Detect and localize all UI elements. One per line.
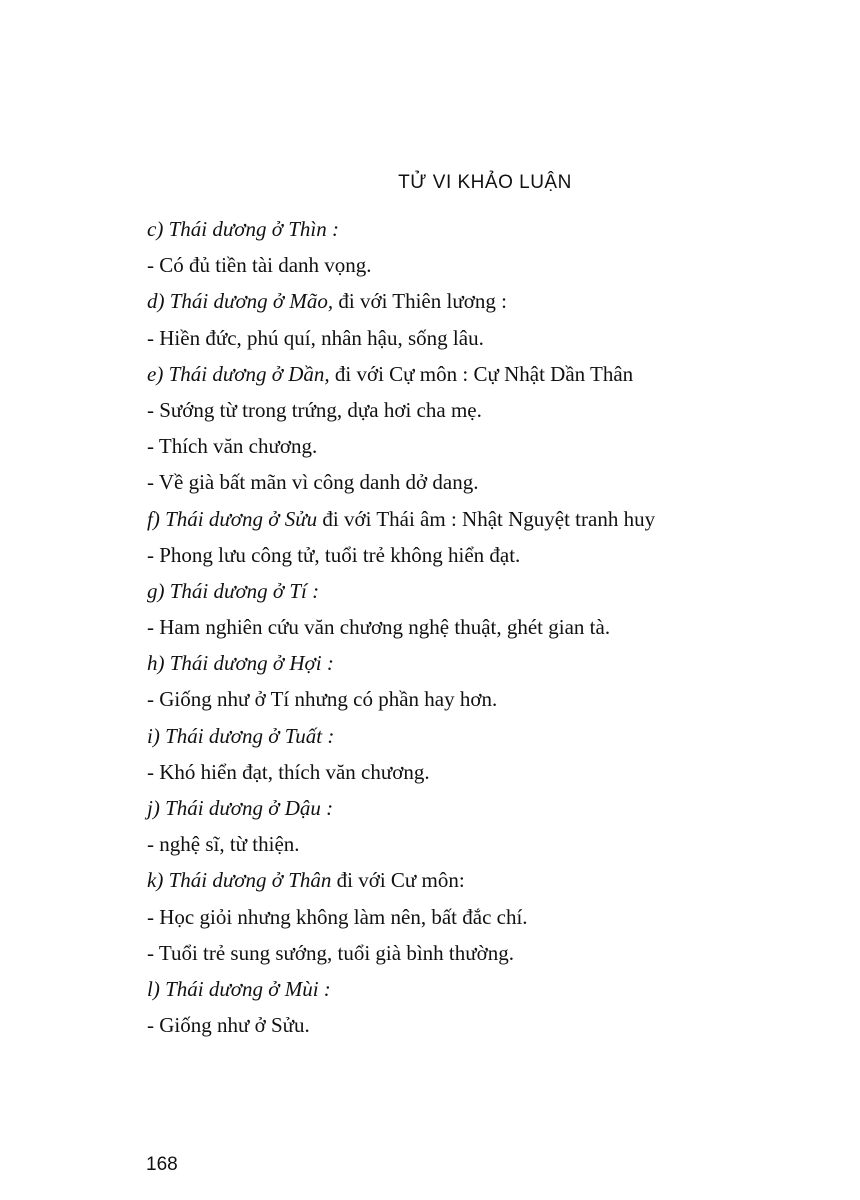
- text-line: [147, 790, 827, 826]
- line-text: - Có đủ tiền tài danh vọng.: [147, 253, 372, 278]
- section-heading: j) Thái dương ở Dậu :: [147, 796, 334, 820]
- line-text: - Hiền đức, phú quí, nhân hậu, sống lâu.: [147, 325, 484, 350]
- line-text: - Sướng từ trong trứng, dựa hơi cha mẹ.: [147, 397, 482, 422]
- text-line: [147, 283, 827, 319]
- text-line: [147, 428, 827, 464]
- line-text: - nghệ sĩ, từ thiện.: [147, 832, 300, 857]
- line-text: đi với Thiên lương :: [333, 289, 507, 314]
- text-line: [147, 320, 827, 356]
- text-line: [147, 862, 827, 898]
- line-text: - Giống như ở Sửu.: [147, 1013, 310, 1038]
- text-line: [147, 247, 827, 283]
- text-line: [147, 971, 827, 1007]
- line-text: đi với Cư môn:: [331, 868, 465, 893]
- page-body: [147, 211, 827, 1043]
- line-text: đi với Thái âm : Nhật Nguyệt tranh huy: [317, 506, 656, 531]
- text-line: [147, 392, 827, 428]
- line-text: - Tuổi trẻ sung sướng, tuổi già bình thường.: [147, 940, 514, 965]
- text-line: [147, 1007, 827, 1043]
- section-heading: k) Thái dương ở Thân: [147, 868, 332, 893]
- text-line: [147, 537, 827, 573]
- text-line: [147, 464, 827, 500]
- line-text: - Giống như ở Tí nhưng có phần hay hơn.: [147, 687, 498, 712]
- section-heading: e) Thái dương ở Dần,: [147, 361, 330, 386]
- running-header: TỬ VI KHẢO LUẬN: [398, 172, 572, 193]
- text-line: [147, 356, 827, 392]
- text-line: [147, 718, 827, 754]
- page-number: 168: [146, 1154, 178, 1175]
- line-text: - Về già bất mãn vì công danh dở dang.: [147, 470, 479, 495]
- section-heading: i) Thái dương ở Tuất :: [147, 723, 335, 748]
- text-line: [147, 754, 827, 790]
- section-heading: c) Thái dương ở Thìn :: [147, 217, 339, 241]
- line-text: đi với Cự môn : Cự Nhật Dần Thân: [329, 361, 634, 386]
- section-heading: f) Thái dương ở Sửu: [147, 506, 318, 531]
- text-line: [147, 826, 827, 862]
- text-line: [147, 899, 827, 935]
- line-text: - Khó hiển đạt, thích văn chương.: [147, 759, 430, 784]
- line-text: - Ham nghiên cứu văn chương nghệ thuật, ghét gian tà.: [147, 615, 611, 640]
- line-text: - Phong lưu công tử, tuổi trẻ không hiển đạt.: [147, 542, 521, 567]
- line-text: - Học giỏi nhưng không làm nên, bất đắc chí.: [147, 904, 528, 929]
- section-heading: g) Thái dương ở Tí :: [147, 578, 320, 603]
- text-line: [147, 681, 827, 717]
- text-line: [147, 573, 827, 609]
- line-text: - Thích văn chương.: [147, 434, 318, 459]
- section-heading: d) Thái dương ở Mão,: [147, 289, 334, 314]
- text-line: [147, 211, 827, 247]
- section-heading: l) Thái dương ở Mùi :: [147, 976, 331, 1001]
- text-line: [147, 501, 827, 537]
- text-line: [147, 935, 827, 971]
- section-heading: h) Thái dương ở Hợi :: [147, 651, 334, 676]
- text-line: [147, 609, 827, 645]
- text-line: [147, 645, 827, 681]
